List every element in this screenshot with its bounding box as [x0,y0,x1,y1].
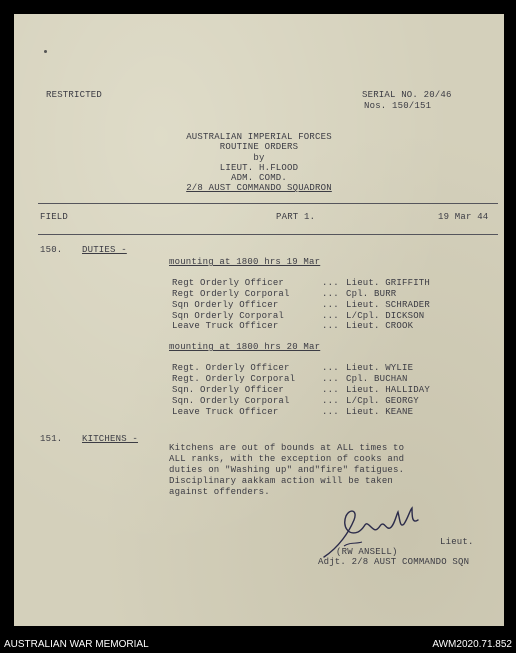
order-numbers: Nos. 150/151 [364,101,432,111]
duty-dots: ... [322,311,339,321]
duty-role: Leave Truck Officer [172,407,279,417]
duty-name: Lieut. WYLIE [346,363,414,373]
duty-dots: ... [322,407,339,417]
title-line-4: LIEUT. H.FLOOD [219,163,299,173]
duty-name: Lieut. HALLIDAY [346,385,431,395]
duty-name: L/Cpl. GEORGY [346,396,419,406]
title-line-1: AUSTRALIAN IMPERIAL FORCES [186,132,332,142]
signatory-name: (RW ANSELL) [336,547,398,557]
part-label: PART 1. [276,212,316,222]
title-line-5: ADM. COMD. [230,173,287,183]
duty-name: Lieut. SCHRADER [346,300,431,310]
kitchens-line: against offenders. [169,487,270,497]
duty-name: Lieut. KEANE [346,407,414,417]
duty-role: Regt Orderly Officer [172,278,285,288]
duty-dots: ... [322,289,339,299]
duty-role: Regt Orderly Corporal [172,289,290,299]
header-rule [38,203,498,204]
duty-dots: ... [322,385,339,395]
order-date: 19 Mar 44 [438,212,489,222]
item-number-150: 150. [40,245,63,255]
kitchens-line: Kitchens are out of bounds at ALL times to [169,443,405,453]
duty-dots: ... [322,300,339,310]
document-page [14,14,504,626]
signatory-appointment: Adjt. 2/8 AUST COMMANDO SQN [318,557,470,567]
footer-accession-number: AWM2020.71.852 [432,639,512,650]
duty-name: Lieut. CROOK [346,321,414,331]
duty-dots: ... [322,363,339,373]
duty-role: Sqn. Orderly Corporal [172,396,290,406]
duties-group2-heading: mounting at 1800 hrs 20 Mar [169,342,321,352]
duties-group1-heading: mounting at 1800 hrs 19 Mar [169,257,321,267]
kitchens-line: ALL ranks, with the exception of cooks and [169,454,405,464]
duties-heading: DUTIES - [82,245,127,255]
duty-role: Sqn Orderly Corporal [172,311,285,321]
duty-name: Cpl. BURR [346,289,397,299]
duty-role: Sqn Orderly Officer [172,300,279,310]
title-line-6: 2/8 AUST COMMANDO SQUADRON [186,183,332,193]
item-number-151: 151. [40,434,63,444]
part-rule [38,234,498,235]
duty-name: L/Cpl. DICKSON [346,311,425,321]
classification-label: RESTRICTED [46,90,103,100]
duty-name: Lieut. GRIFFITH [346,278,431,288]
footer-institution: AUSTRALIAN WAR MEMORIAL [4,639,149,650]
serial-number: SERIAL NO. 20/46 [362,90,452,100]
duty-dots: ... [322,278,339,288]
duty-dots: ... [322,374,339,384]
kitchens-line: Disciplinary aakkam action will be taken [169,476,394,486]
duty-role: Regt. Orderly Officer [172,363,290,373]
location-label: FIELD [40,212,69,222]
duty-role: Sqn. Orderly Officer [172,385,285,395]
signatory-rank: Lieut. [440,537,474,547]
kitchens-heading: KITCHENS - [82,434,139,444]
duty-role: Leave Truck Officer [172,321,279,331]
title-line-3: by [253,153,265,163]
archive-footer [0,636,516,653]
kitchens-line: duties on "Washing up" and"fire" fatigues. [169,465,405,475]
duty-dots: ... [322,396,339,406]
title-line-2: ROUTINE ORDERS [219,142,299,152]
duty-role: Regt. Orderly Corporal [172,374,296,384]
duty-dots: ... [322,321,339,331]
duty-name: Cpl. BUCHAN [346,374,408,384]
paper-mark [44,50,47,53]
